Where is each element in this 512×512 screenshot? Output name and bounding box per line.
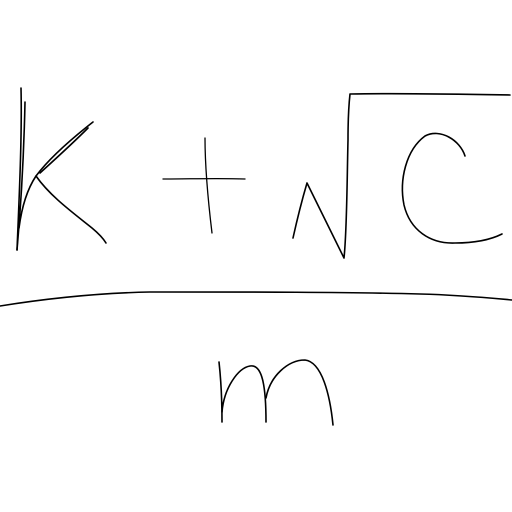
glyph-m [219,360,333,425]
fraction-bar [0,292,512,306]
glyph-c [402,133,502,243]
glyph-radical [293,94,510,258]
glyph-plus [163,138,245,233]
glyph-k [17,88,106,250]
